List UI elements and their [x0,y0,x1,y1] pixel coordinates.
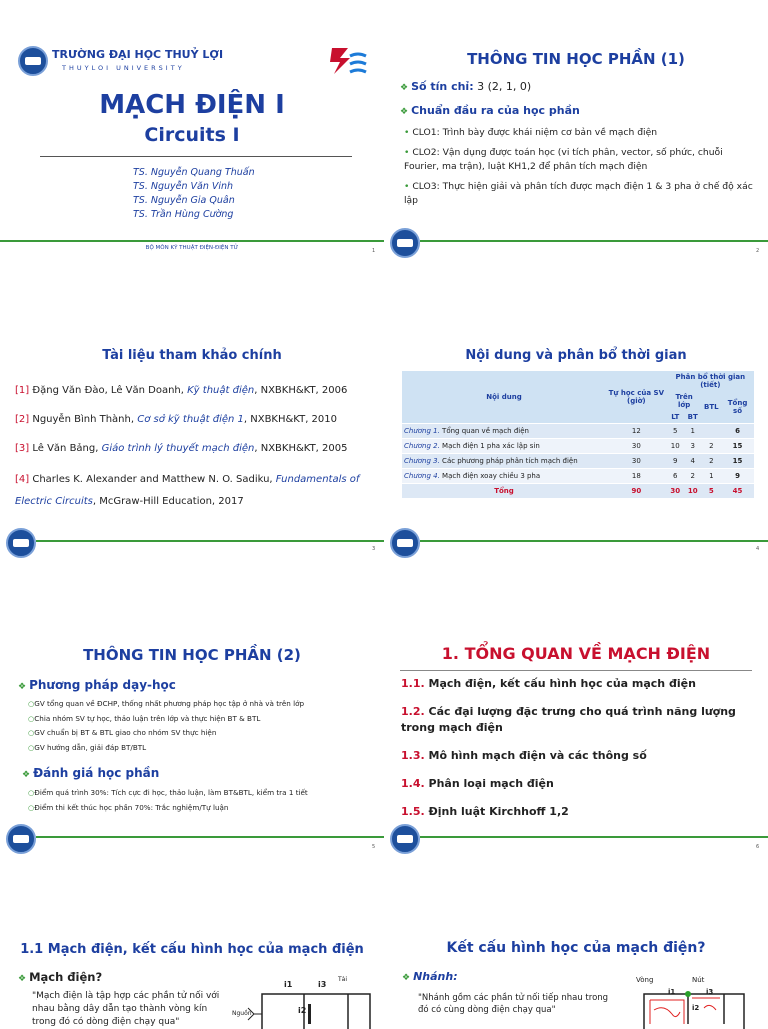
list-item: 1.1. Mạch điện, kết cấu hình học của mạch điện [401,677,696,690]
footer-line [420,836,768,838]
col-header: BT [684,411,702,424]
university-name-en: THUYLOI UNIVERSITY [62,64,185,72]
diamond-bullet-icon: ❖ [18,682,27,692]
slide-title: THÔNG TIN HỌC PHẦN (2) [83,646,301,664]
page-number: 3 [372,546,376,552]
col-header: Nội dung [402,371,606,424]
label-i1: i1 [284,980,293,989]
list-item: [3] Lê Văn Bảng, Giáo trình lý thuyết mạch điện, NXBKH&KT, 2005 [15,443,348,454]
list-item: • CLO1: Trình bày được khái niệm cơ bản về mạch điện [404,127,658,138]
university-logo [390,228,420,258]
page-number: 1 [372,248,376,254]
university-logo [6,824,36,854]
label-loop: Vòng [636,976,654,984]
slide-title: 1. TỔNG QUAN VỀ MẠCH ĐIỆN [441,644,711,663]
table-row: Chương 4. Mạch điện xoay chiều 3 pha 18 6 2 1 9 [402,469,754,484]
section-label: Mạch điện? [29,970,103,984]
slide-3 [0,338,384,553]
slide-title: Kết cấu hình học của mạch điện? [446,940,706,956]
label-i3: i3 [706,988,714,996]
author: TS. Nguyễn Gia Quân [133,195,235,206]
author: TS. Nguyễn Văn Vinh [133,181,234,192]
definition-text: "Nhánh gồm các phần tử nối tiếp nhau trong đó có cùng dòng điện chạy qua" [418,993,609,1015]
list-item: [2] Nguyễn Bình Thành, Cơ sở kỹ thuật điện 1, NXBKH&KT, 2010 [15,414,337,425]
page-number: 4 [756,546,760,552]
label-i2: i2 [692,1004,700,1012]
course-subtitle: Circuits I [144,124,240,146]
outline-divider [400,670,752,671]
outcomes-label: Chuẩn đầu ra của học phần [411,104,580,117]
page-number: 6 [756,844,760,850]
schedule-table [402,371,754,498]
label-i2: i2 [298,1006,307,1015]
table-row-total: Tổng 90 30 10 5 45 [402,484,754,499]
slide-2 [384,30,768,245]
col-header: Tổng số [721,391,754,424]
university-logo [390,528,420,558]
label-node: Nút [692,976,705,984]
definition-text: "Mạch điện là tập hợp các phần tử nối với nhau bằng dây dẫn tạo thành vòng kín trong đó có dòng điện chạy qua" [32,991,220,1027]
outline-list [401,676,754,832]
table-row: Chương 2. Mạch điện 1 pha xác lập sin 30 10 3 2 15 [402,439,754,454]
diamond-bullet-icon: ❖ [22,770,31,780]
slide-7 [0,934,384,1027]
eval-label: Đánh giá học phần [33,766,160,780]
slide-title: THÔNG TIN HỌC PHẦN (1) [467,50,685,68]
list-item: ○Điểm quá trình 30%: Tích cực đi học, thảo luận, làm BT&BTL, kiểm tra 1 tiết [28,788,308,797]
list-item: [4] Charles K. Alexander and Matthew N. O. Sadiku, Fundamentals of Electric Circuits, McGraw-Hill Education, 2017 [15,474,360,507]
list-item: ○Điểm thi kết thúc học phần 70%: Trắc nghiệm/Tự luận [28,802,229,812]
slide-title: 1.1 Mạch điện, kết cấu hình học của mạch điện [20,942,364,957]
col-header: Trên lớp [667,391,702,411]
slide-8 [384,934,768,1024]
method-label: Phương pháp dạy-học [29,678,176,692]
course-title: MẠCH ĐIỆN I [99,90,285,120]
university-logo [18,46,48,76]
university-name-vn: TRƯỜNG ĐẠI HỌC THUỶ LỢI [52,48,224,61]
slide-title: Nội dung và phân bổ thời gian [465,348,687,363]
footer-text: BỘ MÔN KỸ THUẬT ĐIỆN-ĐIỆN TỬ [145,245,239,251]
table-row: Chương 3. Các phương pháp phân tích mạch điện 30 9 4 2 15 [402,454,754,469]
label-source: Nguồn [232,1010,252,1017]
col-header: Tự học của SV (giờ) [606,371,667,424]
author: TS. Nguyễn Quang Thuấn [133,167,255,178]
author-list [133,166,255,222]
list-item: [1] Đặng Văn Đào, Lê Văn Doanh, Kỹ thuật điện, NXBKH&KT, 2006 [15,385,348,396]
col-header: LT [667,411,684,424]
list-item: 1.5. Định luật Kirchhoff 1,2 [401,805,569,818]
footer-line [420,540,768,542]
method-list [28,697,374,755]
clo-list [404,126,754,208]
table-row: Chương 1. Tổng quan về mạch điện 12 5 1 6 [402,424,754,439]
col-header: BTL [702,391,722,424]
credits-label: Số tín chỉ: [411,80,474,93]
footer-line [36,836,384,838]
diamond-bullet-icon: ❖ [402,973,411,983]
list-item: 1.3. Mô hình mạch điện và các thông số [401,749,647,762]
university-logo [6,528,36,558]
list-item: 1.4. Phân loại mạch điện [401,777,554,790]
credits-value: 3 (2, 1, 0) [477,80,532,93]
col-header: Phân bổ thời gian (tiết) [667,371,754,391]
list-item: 1.2. Các đại lượng đặc trưng cho quá trình năng lượng trong mạch điện [401,705,736,734]
university-logo [390,824,420,854]
label-i1: i1 [668,988,676,996]
page-number: 5 [372,844,376,850]
author: TS. Trần Hùng Cường [133,209,234,220]
label-i3: i3 [318,980,327,989]
list-item: • CLO2: Vận dụng được toán học (vi tích phân, vector, số phức, chuỗi Fourier, ma trận), luật KH1,2 để phân tích mạch điện [404,147,723,172]
footer-line [0,240,384,242]
eval-list [28,786,374,815]
list-item: • CLO3: Thực hiện giải và phân tích được mạch điện 1 & 3 pha ở chế độ xác lập [404,181,753,206]
diamond-bullet-icon: ❖ [400,107,409,117]
slide-1 [0,30,384,251]
slide-6 [384,636,768,851]
page-number: 2 [756,248,760,254]
list-item: ○GV tổng quan về ĐCHP, thống nhất phương pháp học tập ở nhà và trên lớp [28,699,305,708]
title-divider [40,156,352,157]
diamond-bullet-icon: ❖ [400,83,409,93]
faculty-logo [326,44,368,78]
footer-line [36,540,384,542]
slide-5 [0,636,384,851]
list-item: ○GV hướng dẫn, giải đáp BT/BTL [28,742,147,752]
section-label: Nhánh: [413,970,458,983]
label-load: Tải [338,976,348,983]
footer-line [420,240,768,242]
list-item: ○Chia nhóm SV tự học, thảo luận trên lớp và thực hiện BT & BTL [28,713,261,723]
list-item: ○GV chuẩn bị BT & BTL giao cho nhóm SV thực hiện [28,728,217,737]
diamond-bullet-icon: ❖ [18,974,27,984]
slide-title: Tài liệu tham khảo chính [102,348,282,363]
